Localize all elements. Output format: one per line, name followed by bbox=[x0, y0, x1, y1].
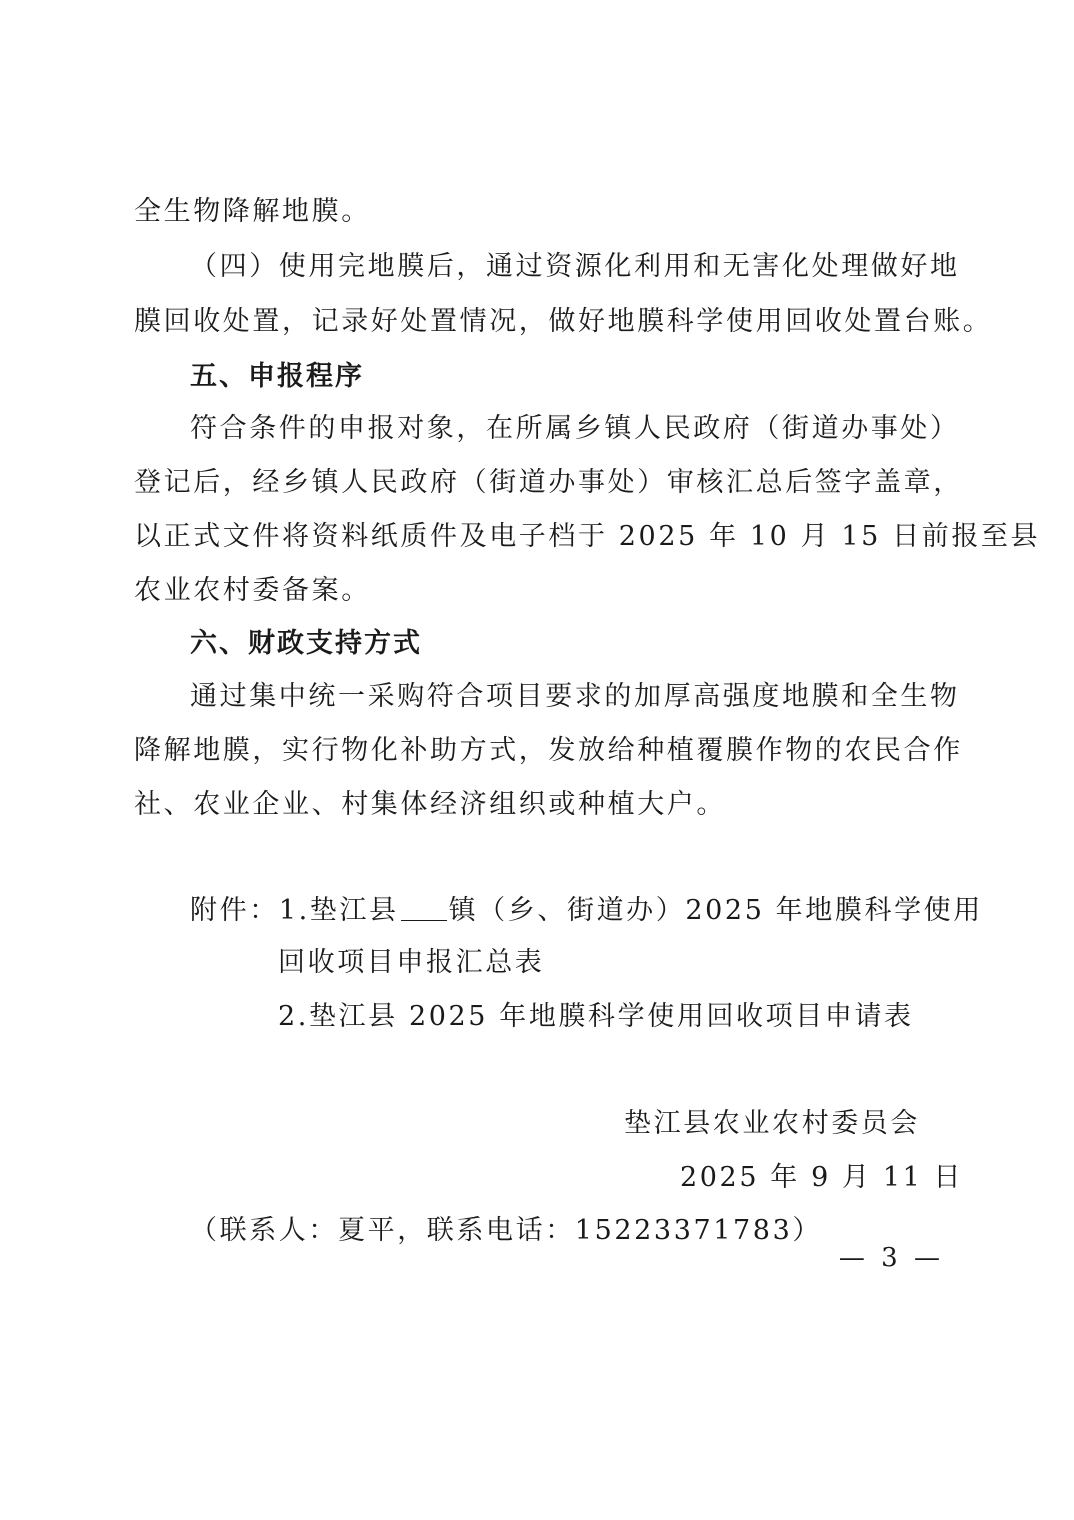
page-number: — 3 — bbox=[838, 1243, 944, 1273]
attachment-item-1-prefix: 1.垫江县 bbox=[278, 895, 399, 926]
paragraph-line: 膜回收处置，记录好处置情况，做好地膜科学使用回收处置台账。 bbox=[134, 306, 993, 337]
paragraph-line: 农业农村委备案。 bbox=[134, 575, 371, 606]
signature-organization: 垫江县农业农村委员会 bbox=[624, 1108, 920, 1139]
attachment-item-continuation: 回收项目申报汇总表 bbox=[278, 947, 545, 978]
signature-date: 2025 年 9 月 11 日 bbox=[680, 1162, 964, 1193]
paragraph-line: 通过集中统一采购符合项目要求的加厚高强度地膜和全生物 bbox=[190, 681, 960, 712]
attachment-item bbox=[190, 893, 983, 929]
paragraph-line: 社、农业企业、村集体经济组织或种植大户。 bbox=[134, 789, 726, 820]
paragraph-line: 登记后，经乡镇人民政府（街道办事处）审核汇总后签字盖章， bbox=[134, 467, 963, 498]
paragraph-line: 符合条件的申报对象，在所属乡镇人民政府（街道办事处） bbox=[190, 413, 960, 444]
contact-info: （联系人：夏平，联系电话：15223371783） bbox=[190, 1215, 822, 1246]
attachment-item: 2.垫江县 2025 年地膜科学使用回收项目申请表 bbox=[278, 1001, 914, 1032]
section-heading: 五、申报程序 bbox=[190, 361, 364, 392]
paragraph-line: （四）使用完地膜后，通过资源化利用和无害化处理做好地 bbox=[190, 251, 960, 282]
blank-underline bbox=[401, 894, 447, 921]
attachment-label: 附件： bbox=[190, 895, 279, 926]
paragraph-line: 全生物降解地膜。 bbox=[134, 196, 371, 227]
paragraph-line: 以正式文件将资料纸质件及电子档于 2025 年 10 月 15 日前报至县 bbox=[134, 521, 1041, 552]
attachment-item-1-suffix: 镇（乡、街道办）2025 年地膜科学使用 bbox=[448, 895, 983, 926]
section-heading: 六、财政支持方式 bbox=[190, 628, 422, 659]
paragraph-line: 降解地膜，实行物化补助方式，发放给种植覆膜作物的农民合作 bbox=[134, 735, 963, 766]
